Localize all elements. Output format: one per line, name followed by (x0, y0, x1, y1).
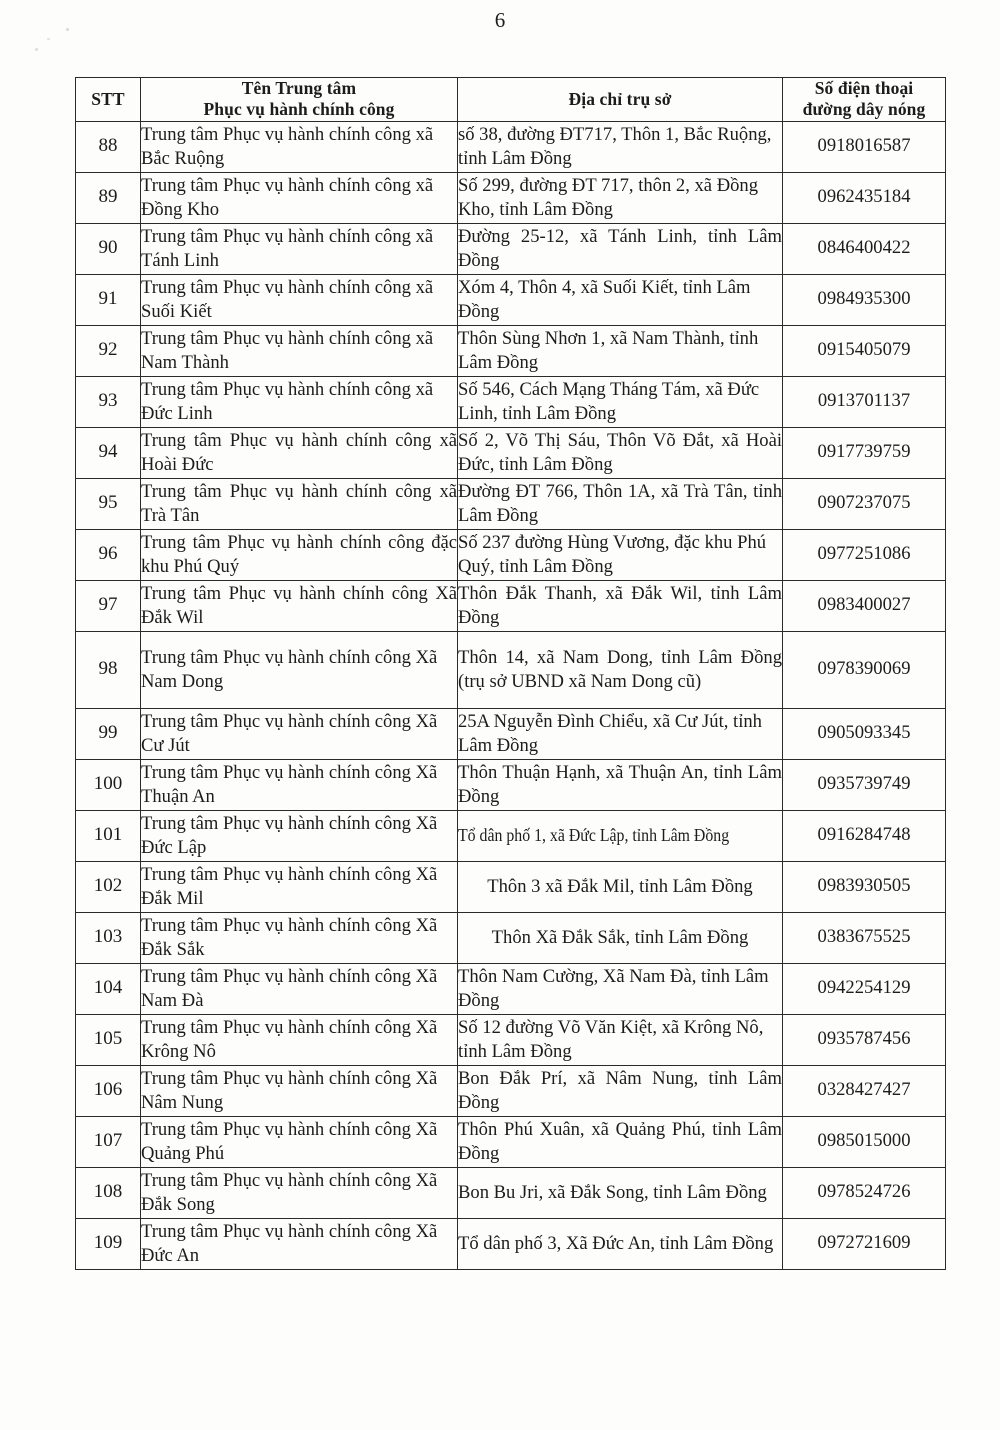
row-index: 93 (76, 376, 141, 427)
center-name: Trung tâm Phục vụ hành chính công Xã Nam Dong (141, 631, 458, 708)
center-name: Trung tâm Phục vụ hành chính công Xã Đức An (141, 1218, 458, 1269)
center-address: 25A Nguyễn Đình Chiểu, xã Cư Jút, tỉnh Lâm Đồng (458, 708, 783, 759)
center-name: Trung tâm Phục vụ hành chính công Xã Nâm Nung (141, 1065, 458, 1116)
table-row (76, 708, 946, 759)
row-index: 90 (76, 223, 141, 274)
center-name: Trung tâm Phục vụ hành chính công Xã Quảng Phú (141, 1116, 458, 1167)
table-row (76, 427, 946, 478)
row-index: 100 (76, 759, 141, 810)
center-name: Trung tâm Phục vụ hành chính công Xã Đắk Sắk (141, 912, 458, 963)
column-header-address: Địa chỉ trụ sở (458, 78, 783, 122)
hotline-phone: 0972721609 (783, 1218, 946, 1269)
center-name: Trung tâm Phục vụ hành chính công Xã Đức Lập (141, 810, 458, 861)
center-address: Đường ĐT 766, Thôn 1A, xã Trà Tân, tỉnh Lâm Đồng (458, 478, 783, 529)
column-header-phone (783, 78, 946, 122)
center-name: Trung tâm Phục vụ hành chính công xã Tánh Linh (141, 223, 458, 274)
row-index: 102 (76, 861, 141, 912)
row-index: 105 (76, 1014, 141, 1065)
table-row (76, 223, 946, 274)
hotline-phone: 0978524726 (783, 1167, 946, 1218)
hotline-phone: 0905093345 (783, 708, 946, 759)
center-address: Bon Đắk Prí, xã Nâm Nung, tỉnh Lâm Đồng (458, 1065, 783, 1116)
center-name: Trung tâm Phục vụ hành chính công Xã Đắk Mil (141, 861, 458, 912)
row-index: 96 (76, 529, 141, 580)
center-address: Thôn Sùng Nhơn 1, xã Nam Thành, tỉnh Lâm Đồng (458, 325, 783, 376)
center-address: Tổ dân phố 3, Xã Đức An, tỉnh Lâm Đồng (458, 1218, 783, 1269)
column-header-center-name-line1: Tên Trung tâm (241, 78, 357, 98)
center-name: Trung tâm Phục vụ hành chính công xã Đức Linh (141, 376, 458, 427)
row-index: 107 (76, 1116, 141, 1167)
row-index: 89 (76, 172, 141, 223)
center-address: Bon Bu Jri, xã Đắk Song, tỉnh Lâm Đồng (458, 1167, 783, 1218)
table-row (76, 759, 946, 810)
center-address: Thôn 3 xã Đắk Mil, tỉnh Lâm Đồng (458, 861, 783, 912)
column-header-center-name (141, 78, 458, 122)
center-address: Thôn 14, xã Nam Dong, tỉnh Lâm Đồng (trụ sở UBND xã Nam Dong cũ) (458, 631, 783, 708)
hotline-phone: 0983930505 (783, 861, 946, 912)
center-name: Trung tâm Phục vụ hành chính công Xã Đắk Wil (141, 580, 458, 631)
row-index: 88 (76, 121, 141, 172)
table-body (76, 121, 946, 1269)
center-name: Trung tâm Phục vụ hành chính công đặc khu Phú Quý (141, 529, 458, 580)
row-index: 99 (76, 708, 141, 759)
row-index: 103 (76, 912, 141, 963)
administrative-centers-table (75, 77, 946, 1270)
center-address: số 38, đường ĐT717, Thôn 1, Bắc Ruộng, tỉnh Lâm Đồng (458, 121, 783, 172)
center-name: Trung tâm Phục vụ hành chính công Xã Đắk Song (141, 1167, 458, 1218)
center-name: Trung tâm Phục vụ hành chính công xã Nam Thành (141, 325, 458, 376)
center-address (458, 810, 783, 861)
center-name: Trung tâm Phục vụ hành chính công xã Hoài Đức (141, 427, 458, 478)
column-header-stt: STT (76, 78, 141, 122)
table-row (76, 1218, 946, 1269)
hotline-phone: 0916284748 (783, 810, 946, 861)
table-row (76, 478, 946, 529)
center-address: Xóm 4, Thôn 4, xã Suối Kiết, tỉnh Lâm Đồng (458, 274, 783, 325)
row-index: 92 (76, 325, 141, 376)
hotline-phone: 0918016587 (783, 121, 946, 172)
table-header (76, 78, 946, 122)
row-index: 95 (76, 478, 141, 529)
center-address: Thôn Phú Xuân, xã Quảng Phú, tỉnh Lâm Đồng (458, 1116, 783, 1167)
table-row (76, 963, 946, 1014)
center-name: Trung tâm Phục vụ hành chính công xã Trà Tân (141, 478, 458, 529)
hotline-phone: 0962435184 (783, 172, 946, 223)
center-address: Số 2, Võ Thị Sáu, Thôn Võ Đắt, xã Hoài Đức, tỉnh Lâm Đồng (458, 427, 783, 478)
table-row (76, 325, 946, 376)
hotline-phone: 0935787456 (783, 1014, 946, 1065)
hotline-phone: 0913701137 (783, 376, 946, 427)
table-row (76, 631, 946, 708)
table-row (76, 1014, 946, 1065)
scan-speckle (47, 38, 50, 40)
row-index: 108 (76, 1167, 141, 1218)
hotline-phone: 0935739749 (783, 759, 946, 810)
table-row (76, 810, 946, 861)
center-address: Số 237 đường Hùng Vương, đặc khu Phú Quý, tỉnh Lâm Đồng (458, 529, 783, 580)
row-index: 97 (76, 580, 141, 631)
row-index: 94 (76, 427, 141, 478)
center-name: Trung tâm Phục vụ hành chính công xã Suối Kiết (141, 274, 458, 325)
table-row (76, 529, 946, 580)
hotline-phone: 0985015000 (783, 1116, 946, 1167)
center-address: Số 546, Cách Mạng Tháng Tám, xã Đức Linh, tỉnh Lâm Đồng (458, 376, 783, 427)
hotline-phone: 0977251086 (783, 529, 946, 580)
hotline-phone: 0915405079 (783, 325, 946, 376)
center-name: Trung tâm Phục vụ hành chính công Xã Thuận An (141, 759, 458, 810)
hotline-phone: 0328427427 (783, 1065, 946, 1116)
center-address: Thôn Xã Đắk Sắk, tỉnh Lâm Đồng (458, 912, 783, 963)
table-row (76, 912, 946, 963)
table-row (76, 1065, 946, 1116)
row-index: 91 (76, 274, 141, 325)
table-row (76, 172, 946, 223)
table-header-row (76, 78, 946, 122)
hotline-phone: 0983400027 (783, 580, 946, 631)
table-row (76, 580, 946, 631)
row-index: 104 (76, 963, 141, 1014)
column-header-phone-line2: đường dây nóng (802, 99, 926, 120)
center-address: Số 12 đường Võ Văn Kiệt, xã Krông Nô, tỉnh Lâm Đồng (458, 1014, 783, 1065)
table-row (76, 1116, 946, 1167)
center-address: Đường 25-12, xã Tánh Linh, tỉnh Lâm Đồng (458, 223, 783, 274)
page-number: 6 (494, 8, 506, 32)
row-index: 106 (76, 1065, 141, 1116)
row-index: 98 (76, 631, 141, 708)
table-row (76, 1167, 946, 1218)
table-row (76, 376, 946, 427)
center-address: Thôn Đắk Thanh, xã Đắk Wil, tỉnh Lâm Đồng (458, 580, 783, 631)
table-row (76, 121, 946, 172)
center-name: Trung tâm Phục vụ hành chính công xã Đồng Kho (141, 172, 458, 223)
hotline-phone: 0942254129 (783, 963, 946, 1014)
row-index: 101 (76, 810, 141, 861)
center-address: Số 299, đường ĐT 717, thôn 2, xã Đồng Kho, tỉnh Lâm Đồng (458, 172, 783, 223)
hotline-phone: 0907237075 (783, 478, 946, 529)
center-name: Trung tâm Phục vụ hành chính công Xã Nam Đà (141, 963, 458, 1014)
center-address-text: Tổ dân phố 1, xã Đức Lập, tỉnh Lâm Đồng (458, 824, 730, 845)
center-address: Thôn Nam Cường, Xã Nam Đà, tỉnh Lâm Đồng (458, 963, 783, 1014)
table-row (76, 274, 946, 325)
row-index: 109 (76, 1218, 141, 1269)
center-name: Trung tâm Phục vụ hành chính công Xã Krông Nô (141, 1014, 458, 1065)
center-address: Thôn Thuận Hạnh, xã Thuận An, tỉnh Lâm Đồng (458, 759, 783, 810)
table-row (76, 861, 946, 912)
hotline-phone: 0978390069 (783, 631, 946, 708)
column-header-center-name-line2: Phục vụ hành chính công (203, 99, 395, 120)
center-name: Trung tâm Phục vụ hành chính công xã Bắc Ruộng (141, 121, 458, 172)
hotline-phone: 0984935300 (783, 274, 946, 325)
hotline-phone: 0917739759 (783, 427, 946, 478)
hotline-phone: 0383675525 (783, 912, 946, 963)
column-header-phone-line1: Số điện thoại (814, 78, 914, 98)
hotline-phone: 0846400422 (783, 223, 946, 274)
scan-speckle (35, 48, 38, 51)
center-name: Trung tâm Phục vụ hành chính công Xã Cư Jút (141, 708, 458, 759)
